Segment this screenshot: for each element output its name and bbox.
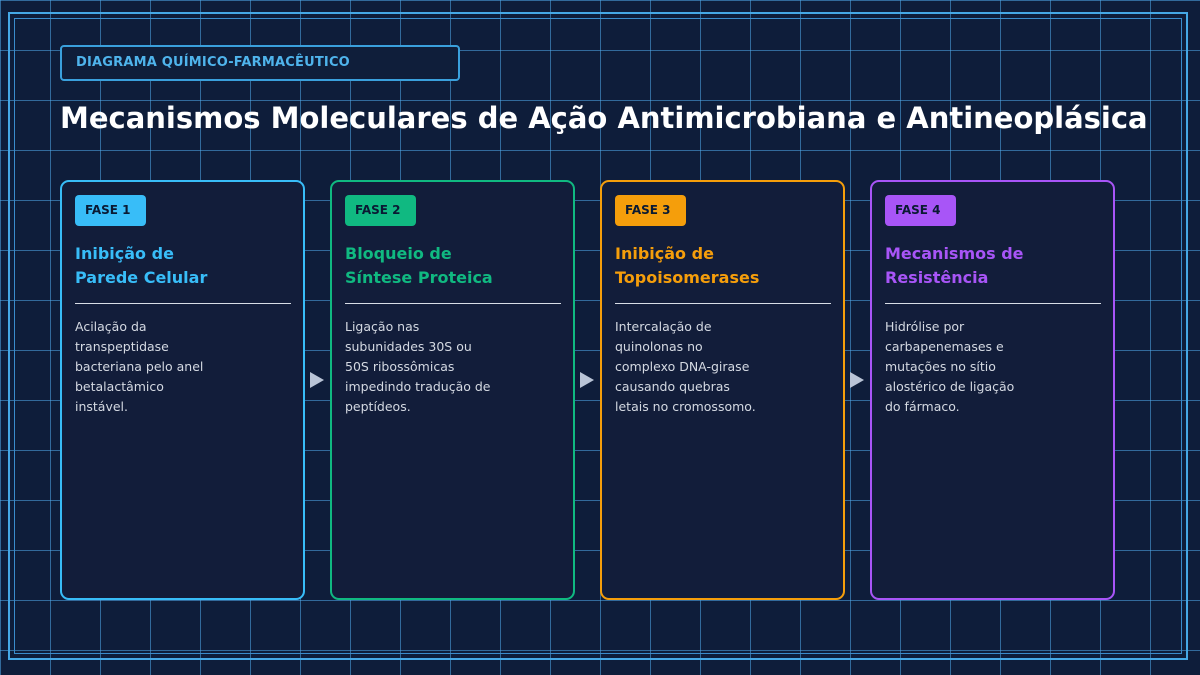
description-line: Acilação da	[75, 319, 147, 334]
phase-description	[75, 317, 297, 417]
category-tag: DIAGRAMA QUÍMICO-FARMACÊUTICO	[60, 45, 460, 81]
description-line: instável.	[75, 399, 129, 414]
phase-title-line: Inibição de	[75, 244, 174, 263]
phase-title	[885, 242, 1105, 290]
phase-card-1	[60, 180, 305, 600]
divider	[75, 303, 291, 304]
phase-card-2	[330, 180, 575, 600]
description-line: impedindo tradução de	[345, 379, 491, 394]
phase-badge: FASE 3	[615, 195, 686, 226]
phase-badge: FASE 1	[75, 195, 146, 226]
arrow-right-icon	[580, 372, 594, 388]
phase-badge: FASE 4	[885, 195, 956, 226]
description-line: causando quebras	[615, 379, 730, 394]
description-line: quinolonas no	[615, 339, 703, 354]
description-line: do fármaco.	[885, 399, 960, 414]
divider	[615, 303, 831, 304]
description-line: bacteriana pelo anel	[75, 359, 204, 374]
description-line: Hidrólise por	[885, 319, 965, 334]
page-title: Mecanismos Moleculares de Ação Antimicrobiana e Antineoplásica	[60, 101, 1148, 135]
phase-description	[615, 317, 837, 417]
description-line: Intercalação de	[615, 319, 712, 334]
phase-title	[615, 242, 835, 290]
description-line: mutações no sítio	[885, 359, 996, 374]
phase-title-line: Bloqueio de	[345, 244, 452, 263]
phase-title-line: Síntese Proteica	[345, 268, 493, 287]
phase-description	[885, 317, 1107, 417]
phase-card-4	[870, 180, 1115, 600]
description-line: letais no cromossomo.	[615, 399, 756, 414]
phase-badge: FASE 2	[345, 195, 416, 226]
description-line: carbapenemases e	[885, 339, 1004, 354]
phase-title	[75, 242, 295, 290]
phase-description	[345, 317, 567, 417]
phase-title-line: Topoisomerases	[615, 268, 760, 287]
description-line: alostérico de ligação	[885, 379, 1015, 394]
description-line: complexo DNA-girase	[615, 359, 750, 374]
description-line: transpeptidase	[75, 339, 169, 354]
description-line: peptídeos.	[345, 399, 411, 414]
arrow-right-icon	[310, 372, 324, 388]
phase-title-line: Parede Celular	[75, 268, 208, 287]
phase-title-line: Inibição de	[615, 244, 714, 263]
phase-title-line: Resistência	[885, 268, 989, 287]
description-line: subunidades 30S ou	[345, 339, 472, 354]
phase-title	[345, 242, 565, 290]
phase-card-3	[600, 180, 845, 600]
arrow-right-icon	[850, 372, 864, 388]
phase-title-line: Mecanismos de	[885, 244, 1024, 263]
description-line: betalactâmico	[75, 379, 164, 394]
description-line: 50S ribossômicas	[345, 359, 455, 374]
divider	[885, 303, 1101, 304]
description-line: Ligação nas	[345, 319, 420, 334]
divider	[345, 303, 561, 304]
